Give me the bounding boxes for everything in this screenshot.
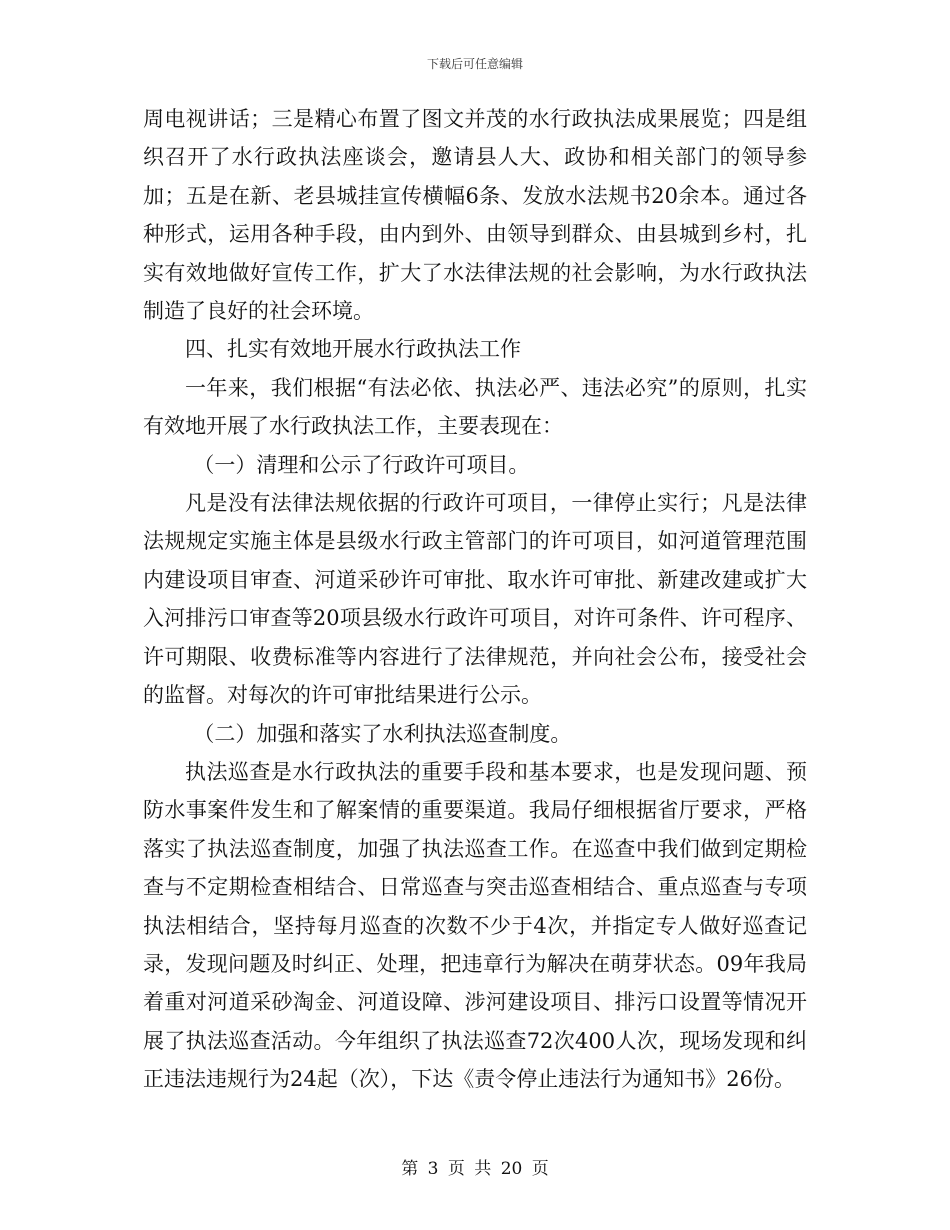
subheading-licensing: （一）清理和公示了行政许可项目。 bbox=[193, 452, 530, 477]
paragraph-patrol: 执法巡查是水行政执法的重要手段和基本要求，也是发现问题、预防水事案件发生和了解案情的重要渠道。我局仔细根据省厅要求，严格落实了执法巡查制度，加强了执法巡查工作。在巡查中我们做到定期检查与不定期检查相结合、日常巡查与突击巡查相结合、重点巡查与专项执法相结合，坚持每月巡查的次数不少于4次，并指定专人做好巡查记录，发现问题及时纠正、处理，把违章行为解决在萌芽状态。09年我局着重对河道采砂淘金、河道设障、涉河建设项目、排污口设置等情况开展了执法巡查活动。今年组织了执法巡查72次400人次，现场发现和纠正违法违规行为24起（次），下达《责令停止违法行为通知书》26份。 bbox=[143, 759, 807, 1092]
section-heading-enforcement: 四、扎实有效地开展水行政执法工作 bbox=[185, 337, 521, 362]
document-body bbox=[143, 100, 807, 1099]
header-note: 下载后可任意编辑 bbox=[426, 57, 523, 71]
page-number: 第 3 页 共 20 页 bbox=[401, 1159, 549, 1179]
paragraph-enforcement-intro: 一年来，我们根据“有法必依、执法必严、违法必究”的原则，扎实有效地开展了水行政执法工作，主要表现在： bbox=[143, 375, 807, 439]
paragraph-licensing: 凡是没有法律法规依据的行政许可项目，一律停止实行；凡是法律法规规定实施主体是县级水行政主管部门的许可项目，如河道管理范围内建设项目审查、河道采砂许可审批、取水许可审批、新建改建或扩大入河排污口审查等20项县级水行政许可项目，对许可条件、许可程序、许可期限、收费标准等内容进行了法律规范，并向社会公布，接受社会的监督。对每次的许可审批结果进行公示。 bbox=[143, 491, 807, 708]
subheading-patrol: （二）加强和落实了水利执法巡查制度。 bbox=[193, 721, 572, 746]
paragraph-publicity-summary: 周电视讲话；三是精心布置了图文并茂的水行政执法成果展览；四是组织召开了水行政执法座谈会，邀请县人大、政协和相关部门的领导参加；五是在新、老县城挂宣传横幅6条、发放水法规书20余本。通过各种形式，运用各种手段，由内到外、由领导到群众、由县城到乡村，扎实有效地做好宣传工作，扩大了水法律法规的社会影响，为水行政执法制造了良好的社会环境。 bbox=[143, 107, 807, 324]
